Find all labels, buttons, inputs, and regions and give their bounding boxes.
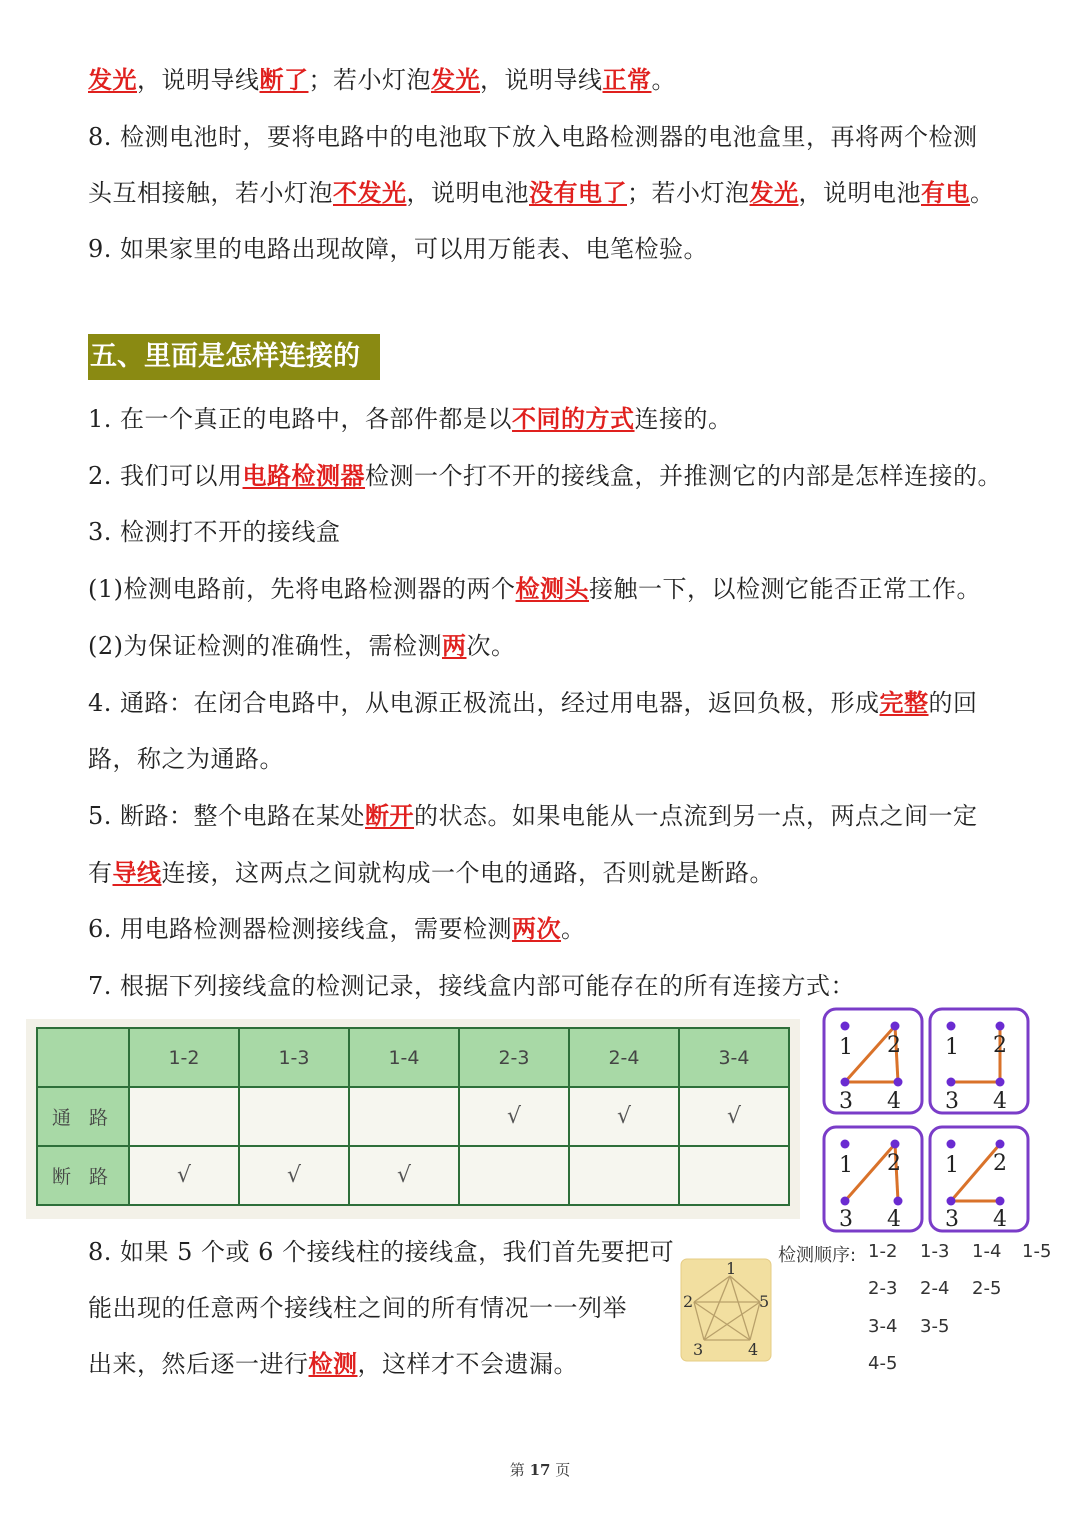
row-label: 通 路 <box>37 1087 129 1146</box>
paragraph-line: 9. 如果家里的电路出现故障，可以用万能表、电笔检验。 <box>88 235 709 263</box>
answer-text: 电路检测器 <box>242 461 366 490</box>
connection-diagram <box>930 1009 1028 1114</box>
table-cell: √ <box>349 1146 459 1205</box>
table-cell: √ <box>239 1146 349 1205</box>
svg-text:2: 2 <box>887 1151 901 1176</box>
svg-text:2: 2 <box>993 1151 1007 1176</box>
sequence-item: 1-4 <box>972 1241 1002 1262</box>
answer-text: 完整 <box>879 688 929 717</box>
svg-text:3: 3 <box>945 1207 959 1232</box>
paragraph-line: 有导线连接，这两点之间就构成一个电的通路，否则就是断路。 <box>88 858 774 887</box>
svg-text:2: 2 <box>887 1033 901 1058</box>
svg-text:4: 4 <box>993 1089 1007 1114</box>
row-label: 断 路 <box>37 1146 129 1205</box>
table-cell: √ <box>459 1087 569 1146</box>
answer-text: 不发光 <box>333 178 407 207</box>
table-header-cell: 1-3 <box>239 1028 349 1087</box>
answer-text: 检测头 <box>515 574 589 603</box>
table-cell: √ <box>679 1087 789 1146</box>
paragraph-line: 8. 检测电池时，要将电路中的电池取下放入电路检测器的电池盒里，再将两个检测 <box>88 123 978 151</box>
sequence-item: 2-4 <box>920 1278 950 1299</box>
answer-text: 两次 <box>512 914 562 943</box>
table-header-cell: 2-3 <box>459 1028 569 1087</box>
paragraph-line: 3. 检测打不开的接线盒 <box>88 518 341 546</box>
paragraph-line: 发光，说明导线断了；若小灯泡发光，说明导线正常。 <box>88 65 676 94</box>
table-header-row <box>37 1028 789 1087</box>
svg-text:3: 3 <box>945 1089 959 1114</box>
svg-text:4: 4 <box>887 1089 901 1114</box>
svg-text:1: 1 <box>945 1035 959 1060</box>
paragraph-line: 4. 通路：在闭合电路中，从电源正极流出，经过用电器，返回负极，形成完整的回 <box>88 688 978 717</box>
paragraph-line: (1)检测电路前，先将电路检测器的两个检测头接触一下，以检测它能否正常工作。 <box>88 574 981 603</box>
page-number: 第 17 页 <box>509 1461 571 1479</box>
connection-diagram <box>930 1127 1028 1232</box>
connection-diagram <box>824 1127 922 1232</box>
paragraph-line: 1. 在一个真正的电路中，各部件都是以不同的方式连接的。 <box>88 404 733 433</box>
record-table <box>36 1027 790 1206</box>
svg-text:1: 1 <box>945 1153 959 1178</box>
sequence-item: 3-5 <box>920 1316 950 1337</box>
answer-text: 发光 <box>431 65 480 94</box>
five-terminal-diagram <box>680 1258 772 1362</box>
table-cell: √ <box>569 1087 679 1146</box>
svg-text:1: 1 <box>726 1259 737 1278</box>
answer-text: 有电 <box>921 178 970 207</box>
svg-text:1: 1 <box>839 1153 853 1178</box>
answer-text: 导线 <box>112 858 162 887</box>
table-cell <box>569 1146 679 1205</box>
answer-text: 不同的方式 <box>512 404 635 433</box>
table-row <box>37 1146 789 1205</box>
svg-text:3: 3 <box>839 1089 853 1114</box>
connection-diagram <box>824 1009 922 1114</box>
answer-text: 检测 <box>308 1349 358 1378</box>
table-cell <box>129 1087 239 1146</box>
table-cell <box>679 1146 789 1205</box>
connection-diagrams <box>820 1006 1035 1234</box>
paragraph-line: 头互相接触，若小灯泡不发光，说明电池没有电了；若小灯泡发光，说明电池有电。 <box>88 178 995 207</box>
table-cell <box>459 1146 569 1205</box>
paragraph-line: (2)为保证检测的准确性，需检测两次。 <box>88 631 516 660</box>
svg-text:1: 1 <box>839 1035 853 1060</box>
answer-text: 发光 <box>88 65 137 94</box>
svg-text:2: 2 <box>683 1292 694 1311</box>
paragraph-line: 7. 根据下列接线盒的检测记录，接线盒内部可能存在的所有连接方式： <box>88 972 856 1000</box>
svg-text:4: 4 <box>887 1207 901 1232</box>
svg-text:4: 4 <box>748 1340 759 1359</box>
svg-text:4: 4 <box>993 1207 1007 1232</box>
sequence-item: 2-5 <box>972 1278 1002 1299</box>
svg-text:3: 3 <box>839 1207 853 1232</box>
paragraph-line: 能出现的任意两个接线柱之间的所有情况一一列举 <box>88 1294 627 1322</box>
paragraph-line: 5. 断路：整个电路在某处断开的状态。如果电能从一点流到另一点，两点之间一定 <box>88 801 978 830</box>
svg-text:3: 3 <box>693 1340 704 1359</box>
sequence-item: 1-5 <box>1022 1241 1052 1262</box>
answer-text: 没有电了 <box>529 178 627 207</box>
answer-text: 断了 <box>259 65 309 94</box>
answer-text: 发光 <box>749 178 799 207</box>
table-header-cell: 3-4 <box>679 1028 789 1087</box>
sequence-label: 检测顺序: <box>778 1245 857 1266</box>
table-corner-cell <box>37 1028 129 1087</box>
paragraph-line: 2. 我们可以用电路检测器检测一个打不开的接线盒，并推测它的内部是怎样连接的。 <box>88 461 1003 490</box>
svg-text:5: 5 <box>759 1292 770 1311</box>
detection-record-table <box>26 1019 800 1219</box>
answer-text: 两 <box>442 631 467 660</box>
answer-text: 断开 <box>365 801 415 830</box>
sequence-item: 3-4 <box>868 1316 898 1337</box>
table-header-cell: 1-4 <box>349 1028 459 1087</box>
paragraph-line: 路，称之为通路。 <box>88 745 284 773</box>
table-header-cell: 1-2 <box>129 1028 239 1087</box>
section-title: 五、里面是怎样连接的 <box>88 334 380 380</box>
sequence-item: 1-2 <box>868 1241 898 1262</box>
sequence-item: 1-3 <box>920 1241 950 1262</box>
svg-text:2: 2 <box>993 1033 1007 1058</box>
table-cell <box>349 1087 459 1146</box>
paragraph-line: 6. 用电路检测器检测接线盒，需要检测两次。 <box>88 914 586 943</box>
sequence-item: 4-5 <box>868 1353 898 1374</box>
answer-text: 正常 <box>602 65 652 94</box>
table-row <box>37 1087 789 1146</box>
paragraph-line: 8. 如果 5 个或 6 个接线柱的接线盒，我们首先要把可 <box>88 1238 675 1266</box>
sequence-item: 2-3 <box>868 1278 898 1299</box>
table-cell: √ <box>129 1146 239 1205</box>
paragraph-line: 出来，然后逐一进行检测，这样才不会遗漏。 <box>88 1349 578 1378</box>
table-cell <box>239 1087 349 1146</box>
table-header-cell: 2-4 <box>569 1028 679 1087</box>
